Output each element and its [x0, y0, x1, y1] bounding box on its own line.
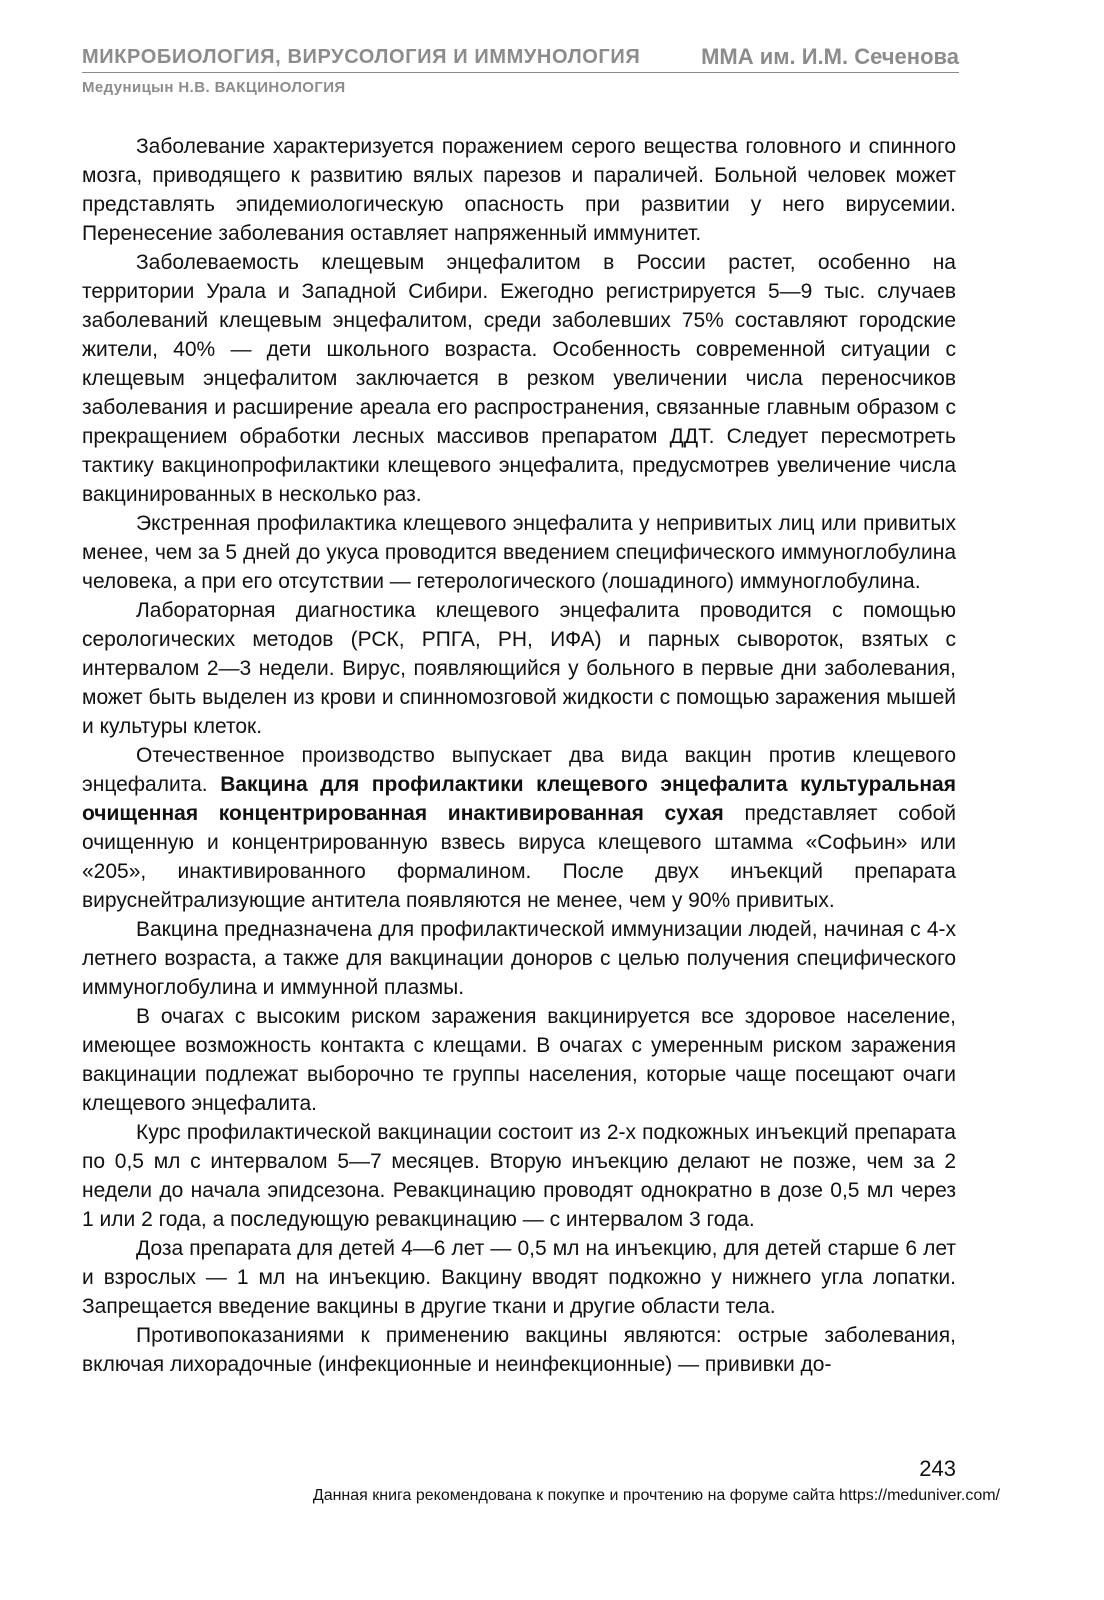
page-body — [82, 132, 956, 1379]
paragraph-5-rest: представляет собой очищенную и концентрированную взвесь вируса клещевого штамма «Софьин» или «205», инактивированного формалином. После двух инъекций препарата вируснейтрализующие антитела появляются не менее, чем у 90% привитых. — [82, 802, 956, 912]
vaccine-name-bold: Вакцина для профилактики клещевого энцефалита культуральная очищенная концентрированная инактивированная сухая — [82, 773, 956, 825]
header-institution: ММА им. И.М. Сеченова — [701, 44, 959, 69]
paragraph-10: Противопоказаниями к применению вакцины являются: острые заболевания, включая лихорадочные (инфекционные и неинфекционные) — прививки до- — [82, 1324, 956, 1376]
paragraph-8: Курс профилактической вакцинации состоит из 2-х подкожных инъекций препарата по 0,5 мл с интервалом 5—7 месяцев. Вторую инъекцию делают не позже, чем за 2 недели до начала эпидсезона. Ревакцинацию проводят однократно в дозе 0,5 мл через 1 или 2 года, а последующую ревакцинацию — с интервалом 3 года. — [82, 1121, 956, 1231]
running-header — [82, 46, 959, 73]
paragraph-6: Вакцина предназначена для профилактической иммунизации людей, начиная с 4-х летнего возраста, а также для вакцинации доноров с целью получения специфического иммуноглобулина и иммунной плазмы. — [82, 918, 956, 999]
paragraph-7: В очагах с высоким риском заражения вакцинируется все здоровое население, имеющее возможность контакта с клещами. В очагах с умеренным риском заражения вакцинации подлежат выборочно те группы населения, которые чаще посещают очаги клещевого энцефалита. — [82, 1005, 956, 1115]
page-number: 243 — [919, 1456, 956, 1481]
paragraph-5-intro: Отечественное производство выпускает два вида вакцин против клещевого энцефалита. — [82, 744, 956, 796]
paragraph-1: Заболевание характеризуется поражением серого вещества головного и спинного мозга, приводящего к развитию вялых парезов и параличей. Больной человек может представлять эпидемиологическую опасность при развитии у него вирусемии. Перенесение заболевания оставляет напряженный иммунитет. — [82, 135, 956, 245]
header-book-title: Медуницын Н.В. ВАКЦИНОЛОГИЯ — [82, 79, 346, 96]
paragraph-3: Экстренная профилактика клещевого энцефалита у непривитых лиц или привитых менее, чем за 5 дней до укуса проводится введением специфического иммуноглобулина человека, а при его отсутствии — гетерологического (лошадиного) иммуноглобулина. — [82, 512, 956, 593]
header-series-title: МИКРОБИОЛОГИЯ, ВИРУСОЛОГИЯ И ИММУНОЛОГИЯ — [82, 46, 641, 68]
paragraph-4: Лабораторная диагностика клещевого энцефалита проводится с помощью серологических методов (РСК, РПГА, РН, ИФА) и парных сывороток, взятых с интервалом 2—3 недели. Вирус, появляющийся у больного в первые дни заболевания, может быть выделен из крови и спинномозговой жидкости с помощью заражения мышей и культуры клеток. — [82, 599, 956, 738]
paragraph-9: Доза препарата для детей 4—6 лет — 0,5 мл на инъекцию, для детей старше 6 лет и взрослых — 1 мл на инъекцию. Вакцину вводят подкожно у нижнего угла лопатки. Запрещается введение вакцины в другие ткани и другие области тела. — [82, 1237, 956, 1318]
footer-note: Данная книга рекомендована к покупке и прочтению на форуме сайта https://meduniver.com/ — [312, 1487, 1000, 1504]
paragraph-2: Заболеваемость клещевым энцефалитом в России растет, особенно на территории Урала и Западной Сибири. Ежегодно регистрируется 5—9 тыс. случаев заболеваний клещевым энцефалитом, среди заболевших 75% составляют городские жители, 40% — дети школьного возраста. Особенность современной ситуации с клещевым энцефалитом заключается в резком увеличении числа переносчиков заболевания и расширение ареала его распространения, связанные главным образом с прекращением обработки лесных массивов препаратом ДДТ. Следует пересмотреть тактику вакцинопрофилактики клещевого энцефалита, предусмотрев увеличение числа вакцинированных в несколько раз. — [82, 251, 956, 506]
paragraph-5 — [82, 741, 956, 915]
